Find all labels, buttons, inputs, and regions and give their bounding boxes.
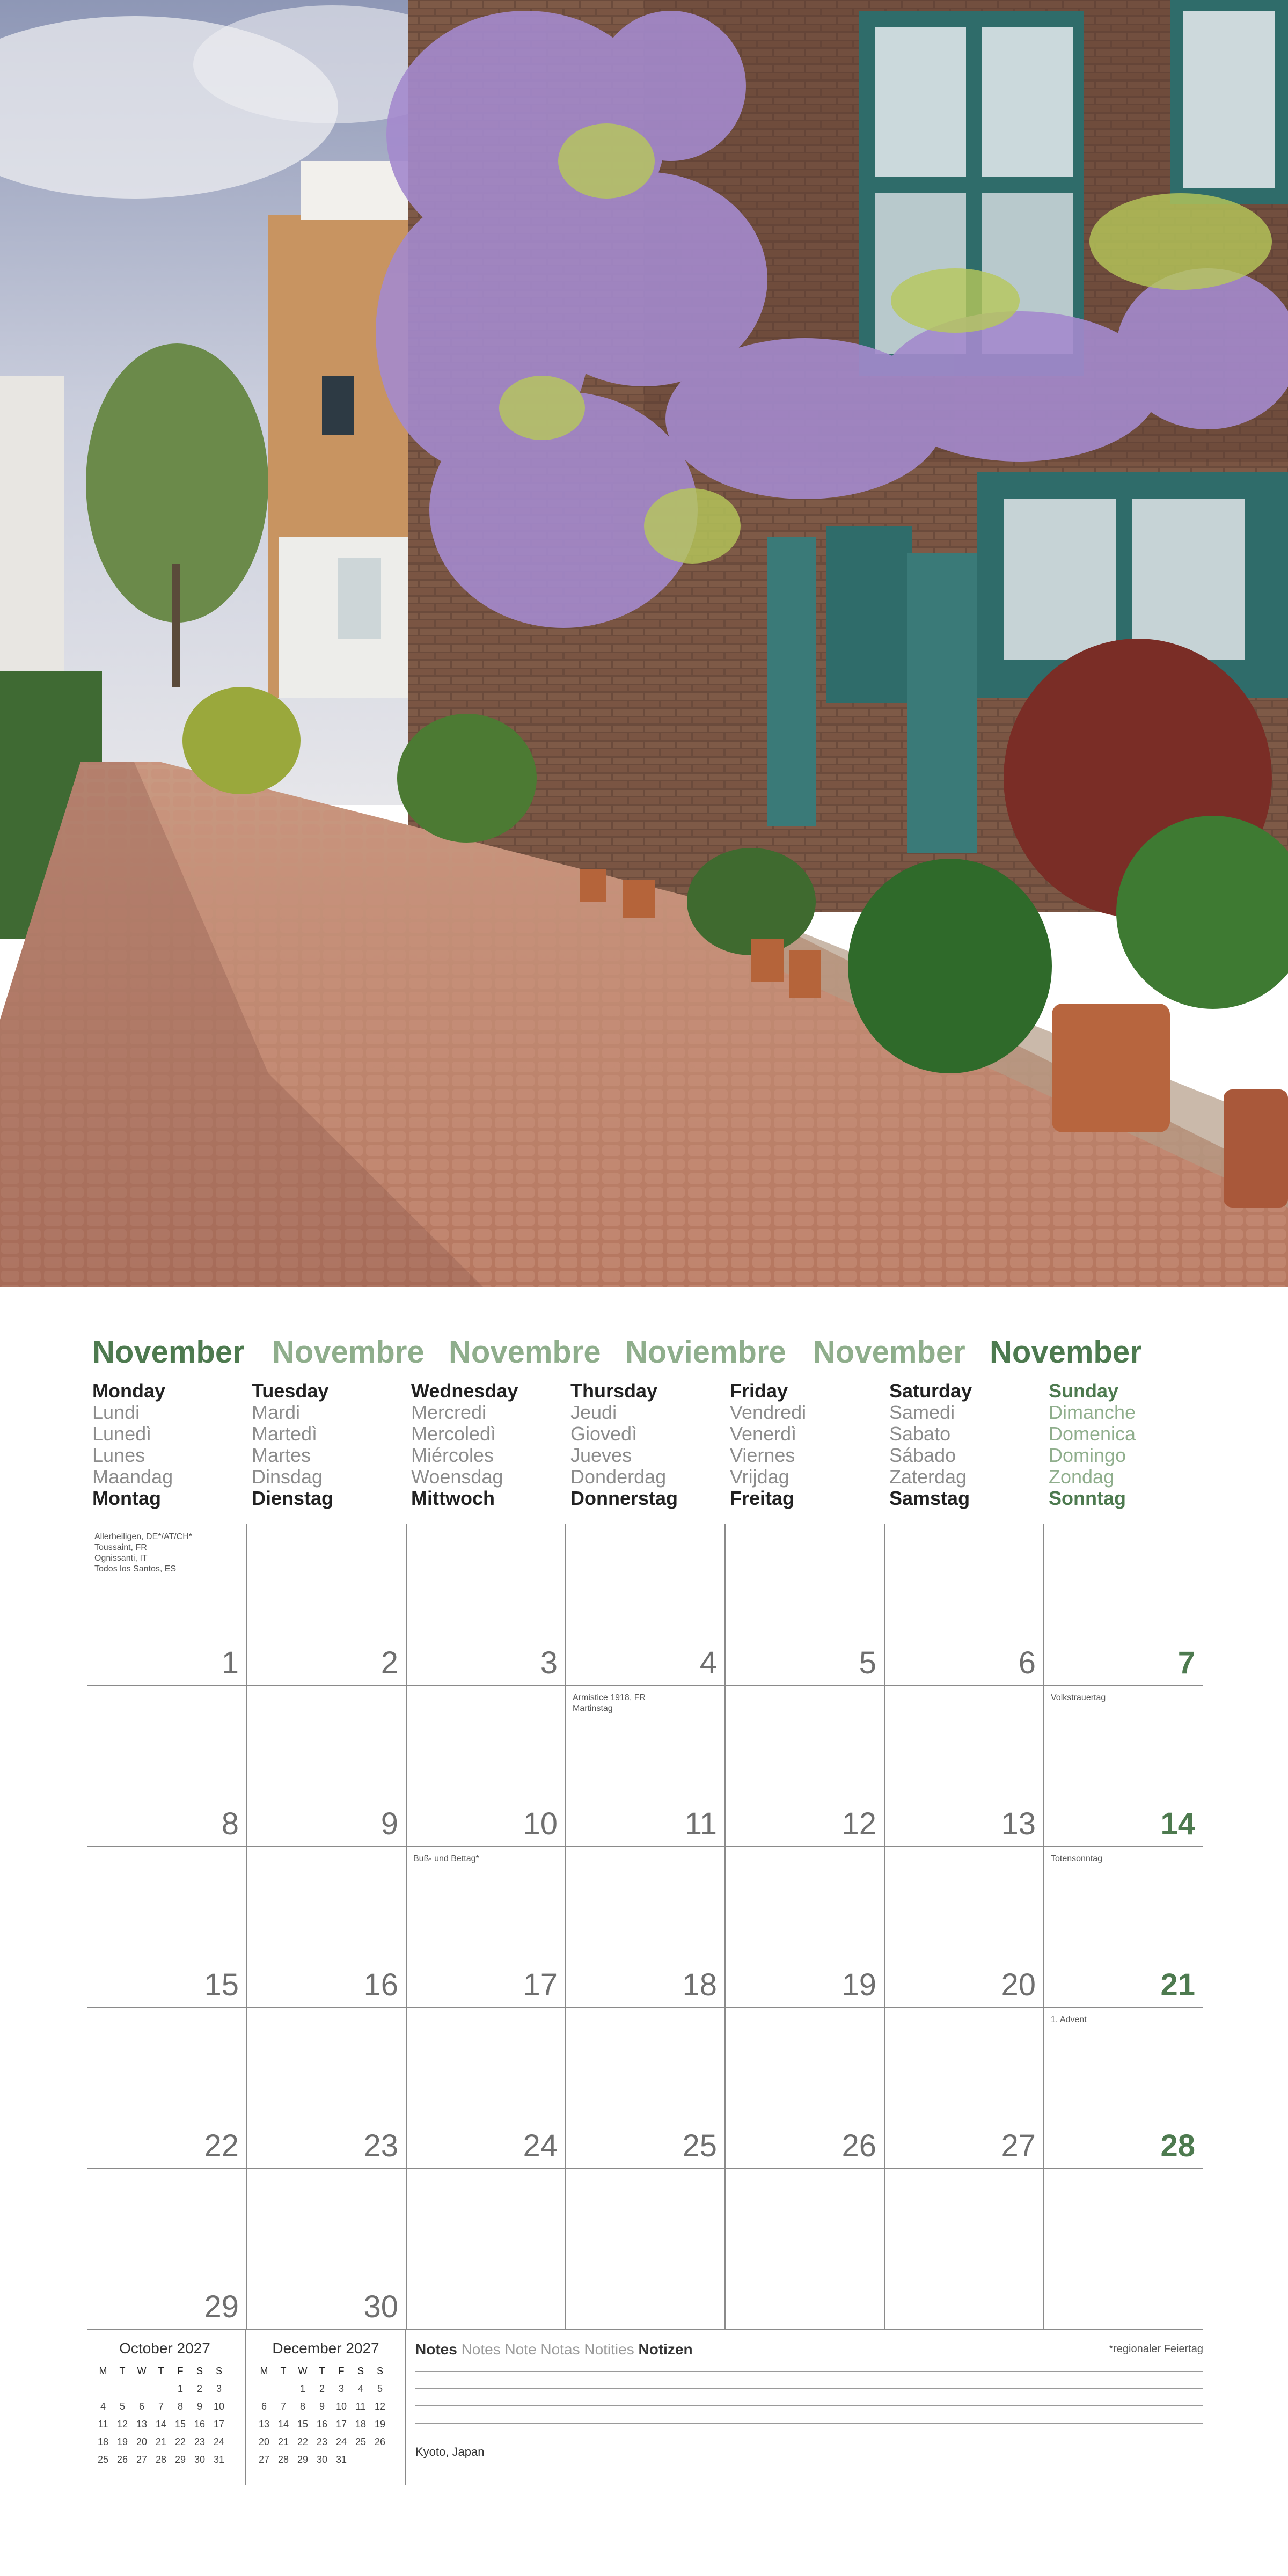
day-number: 2 [380, 1645, 398, 1680]
mini-day: 1 [177, 2383, 183, 2394]
day-number: 29 [204, 2289, 239, 2324]
weekday-sunday: Sunday Dimanche Domenica Domingo Zondag Sonntag [1049, 1380, 1136, 1509]
day-cell[interactable] [87, 1685, 246, 1846]
mini-day: 24 [213, 2436, 225, 2447]
mini-day: 18 [355, 2419, 367, 2429]
mini-day: 14 [277, 2419, 289, 2429]
mini-weekday: M [99, 2366, 107, 2376]
mini-day: 22 [297, 2436, 309, 2447]
mini-day: 27 [258, 2454, 270, 2465]
weekday-thursday: Thursday Jeudi Giovedì Jueves Donderdag Donnerstag [570, 1380, 678, 1509]
month-name-de: November [990, 1335, 1142, 1370]
mini-day: 26 [116, 2454, 128, 2465]
day-number: 3 [540, 1645, 558, 1680]
day-cell[interactable] [246, 1524, 406, 1685]
month-names [92, 1334, 1209, 1372]
mini-weekday: S [376, 2366, 383, 2376]
mini-day: 9 [196, 2401, 202, 2412]
day-number: 18 [682, 1967, 717, 2002]
mini-day: 25 [355, 2436, 367, 2447]
day-cell[interactable] [884, 1846, 1043, 2007]
mini-day: 6 [261, 2401, 267, 2412]
mini-day: 27 [136, 2454, 148, 2465]
mini-day: 21 [155, 2436, 167, 2447]
mini-day: 10 [335, 2401, 347, 2412]
mini-day [93, 2380, 113, 2398]
notes-area [415, 2341, 1203, 2424]
mini-weekday: F [338, 2366, 345, 2376]
day-number: 15 [204, 1967, 239, 2002]
day-number: 8 [221, 1806, 239, 1841]
day-cell[interactable] [246, 2168, 406, 2329]
holiday-note: Allerheiligen, DE*/AT/CH* Toussaint, FR Ognissanti, IT Todos los Santos, ES [94, 1532, 192, 1574]
regional-holiday-footnote: *regionaler Feiertag [1109, 2343, 1203, 2355]
mini-day: 24 [335, 2436, 347, 2447]
day-number: 21 [1160, 1967, 1195, 2002]
mini-day: 2 [319, 2383, 325, 2394]
mini-day: 14 [155, 2419, 167, 2429]
day-cell[interactable] [246, 1685, 406, 1846]
mini-day: 19 [374, 2419, 386, 2429]
month-name-fr: Novembre [272, 1335, 425, 1370]
mini-calendar-table [254, 2362, 390, 2469]
day-number: 28 [1160, 2128, 1195, 2163]
mini-day: 10 [213, 2401, 225, 2412]
mini-day: 5 [119, 2401, 125, 2412]
mini-day: 11 [355, 2401, 366, 2412]
day-cell[interactable] [565, 2168, 724, 2329]
day-number: 7 [1177, 1645, 1195, 1680]
mini-day: 5 [377, 2383, 383, 2394]
day-number: 17 [523, 1967, 558, 2002]
day-cell[interactable] [406, 1685, 565, 1846]
day-cell[interactable] [724, 1685, 884, 1846]
mini-day: 15 [297, 2419, 309, 2429]
weekday-friday: Friday Vendredi Venerdì Viernes Vrijdag Freitag [730, 1380, 807, 1509]
day-cell[interactable] [406, 2007, 565, 2168]
weekday-tuesday: Tuesday Mardi Martedì Martes Dinsdag Dienstag [252, 1380, 334, 1509]
mini-day: 22 [174, 2436, 186, 2447]
day-cell[interactable] [884, 1524, 1043, 1685]
mini-weekday: W [298, 2366, 308, 2376]
divider [245, 2329, 246, 2485]
day-cell[interactable] [724, 1846, 884, 2007]
mini-weekday: T [280, 2366, 287, 2376]
day-number: 20 [1001, 1967, 1036, 2002]
mini-day: 4 [100, 2401, 106, 2412]
mini-day: 3 [338, 2383, 344, 2394]
mini-day: 2 [196, 2383, 202, 2394]
notes-label: Notes Notes Note Notas Notities Notizen [415, 2341, 693, 2358]
mini-day: 4 [357, 2383, 363, 2394]
street-photo-illustration [0, 0, 1288, 1287]
day-number: 10 [523, 1806, 558, 1841]
day-number: 1 [221, 1645, 239, 1680]
calendar-photo [0, 0, 1288, 1287]
day-cell[interactable] [1043, 1524, 1203, 1685]
mini-day: 17 [213, 2419, 225, 2429]
day-cell[interactable] [1043, 2007, 1203, 2168]
mini-day: 20 [258, 2436, 270, 2447]
mini-day [351, 2451, 370, 2469]
mini-calendar-title: December 2027 [272, 2340, 379, 2357]
mini-weekday: W [137, 2366, 147, 2376]
mini-day [274, 2380, 293, 2398]
day-cell[interactable] [406, 1524, 565, 1685]
day-cell[interactable] [87, 1846, 246, 2007]
day-cell[interactable] [1043, 1846, 1203, 2007]
mini-day: 3 [216, 2383, 222, 2394]
mini-weekday: S [357, 2366, 364, 2376]
day-cell[interactable] [565, 2007, 724, 2168]
mini-day: 23 [316, 2436, 328, 2447]
mini-day: 26 [374, 2436, 386, 2447]
month-name-es: Noviembre [625, 1335, 786, 1370]
day-number: 14 [1160, 1806, 1195, 1841]
day-cell[interactable] [1043, 1685, 1203, 1846]
mini-calendar-october [87, 2340, 243, 2469]
mini-day: 11 [98, 2419, 108, 2429]
day-cell[interactable] [565, 1846, 724, 2007]
holiday-note: Volkstrauertag [1051, 1693, 1106, 1702]
mini-day: 28 [277, 2454, 289, 2465]
weekday-saturday: Saturday Samedi Sabato Sábado Zaterdag Samstag [889, 1380, 972, 1509]
mini-weekday: T [319, 2366, 325, 2376]
day-cell[interactable] [724, 2007, 884, 2168]
mini-day: 18 [97, 2436, 109, 2447]
mini-day [113, 2380, 132, 2398]
footer-area [87, 2329, 1203, 2490]
day-number: 23 [363, 2128, 398, 2163]
mini-weekday: F [177, 2366, 184, 2376]
day-cell[interactable] [724, 1524, 884, 1685]
mini-day: 25 [97, 2454, 109, 2465]
notes-line[interactable] [415, 2423, 1203, 2424]
holiday-note: Totensonntag [1051, 1854, 1103, 1863]
day-number: 4 [699, 1645, 717, 1680]
notes-line[interactable] [415, 2388, 1203, 2389]
mini-day: 31 [213, 2454, 225, 2465]
mini-day: 21 [277, 2436, 289, 2447]
mini-day: 30 [194, 2454, 206, 2465]
mini-calendar-title: October 2027 [119, 2340, 210, 2357]
month-name-en: November [92, 1335, 245, 1370]
day-number: 6 [1018, 1645, 1036, 1680]
month-name-nl: November [813, 1335, 965, 1370]
day-number: 25 [682, 2128, 717, 2163]
mini-weekday: T [119, 2366, 126, 2376]
day-cell[interactable] [724, 2168, 884, 2329]
day-cell[interactable] [884, 2168, 1043, 2329]
mini-day [254, 2380, 274, 2398]
divider [405, 2329, 406, 2485]
mini-day: 29 [174, 2454, 186, 2465]
mini-day: 16 [316, 2419, 328, 2429]
month-name-it: Novembre [449, 1335, 601, 1370]
day-number: 11 [684, 1806, 717, 1841]
mini-day: 1 [299, 2383, 305, 2394]
day-number: 12 [841, 1806, 876, 1841]
calendar-grid [87, 1524, 1203, 2329]
mini-day [132, 2380, 151, 2398]
mini-day: 17 [335, 2419, 347, 2429]
day-cell[interactable] [87, 2168, 246, 2329]
day-number: 9 [380, 1806, 398, 1841]
holiday-note: 1. Advent [1051, 2015, 1087, 2024]
day-cell[interactable] [884, 2007, 1043, 2168]
day-cell[interactable] [565, 1524, 724, 1685]
photo-caption: Kyoto, Japan [415, 2445, 485, 2458]
mini-day [151, 2380, 171, 2398]
day-number: 16 [363, 1967, 398, 2002]
day-cell[interactable] [884, 1685, 1043, 1846]
day-cell[interactable] [87, 2007, 246, 2168]
mini-day: 7 [280, 2401, 286, 2412]
mini-day: 12 [116, 2419, 128, 2429]
mini-day: 29 [297, 2454, 309, 2465]
day-number: 5 [859, 1645, 876, 1680]
holiday-note: Buß- und Bettag* [413, 1854, 479, 1863]
day-number: 13 [1001, 1806, 1036, 1841]
mini-day: 8 [299, 2401, 305, 2412]
day-cell[interactable] [87, 1524, 246, 1685]
mini-day: 23 [194, 2436, 206, 2447]
day-cell[interactable] [246, 2007, 406, 2168]
mini-day: 6 [138, 2401, 144, 2412]
day-number: 24 [523, 2128, 558, 2163]
weekday-headers [92, 1380, 1209, 1514]
day-cell[interactable] [406, 1846, 565, 2007]
day-cell[interactable] [1043, 2168, 1203, 2329]
notes-line[interactable] [415, 2371, 1203, 2372]
mini-day: 13 [136, 2419, 148, 2429]
day-number: 26 [841, 2128, 876, 2163]
mini-day: 16 [194, 2419, 206, 2429]
mini-day: 9 [319, 2401, 325, 2412]
mini-day: 8 [177, 2401, 183, 2412]
day-cell[interactable] [406, 2168, 565, 2329]
weekday-monday: Monday Lundi Lunedì Lunes Maandag Montag [92, 1380, 173, 1509]
mini-day: 20 [136, 2436, 148, 2447]
mini-day: 7 [158, 2401, 164, 2412]
day-number: 22 [204, 2128, 239, 2163]
day-number: 19 [841, 1967, 876, 2002]
day-cell[interactable] [565, 1685, 724, 1846]
mini-day [370, 2451, 390, 2469]
mini-calendar-table [93, 2362, 229, 2469]
mini-day: 31 [335, 2454, 347, 2465]
mini-weekday: M [260, 2366, 268, 2376]
day-number: 30 [363, 2289, 398, 2324]
weekday-wednesday: Wednesday Mercredi Mercoledì Miércoles Woensdag Mittwoch [411, 1380, 518, 1509]
mini-day: 13 [258, 2419, 270, 2429]
mini-day: 12 [374, 2401, 386, 2412]
mini-day: 28 [155, 2454, 167, 2465]
mini-weekday: T [158, 2366, 164, 2376]
mini-day: 19 [116, 2436, 128, 2447]
mini-day: 30 [316, 2454, 328, 2465]
day-number: 27 [1001, 2128, 1036, 2163]
mini-calendar-december [248, 2340, 404, 2469]
mini-weekday: S [215, 2366, 222, 2376]
notes-line[interactable] [415, 2405, 1203, 2406]
mini-weekday: S [196, 2366, 203, 2376]
day-cell[interactable] [246, 1846, 406, 2007]
holiday-note: Armistice 1918, FR Martinstag [573, 1693, 646, 1713]
mini-day: 15 [174, 2419, 186, 2429]
